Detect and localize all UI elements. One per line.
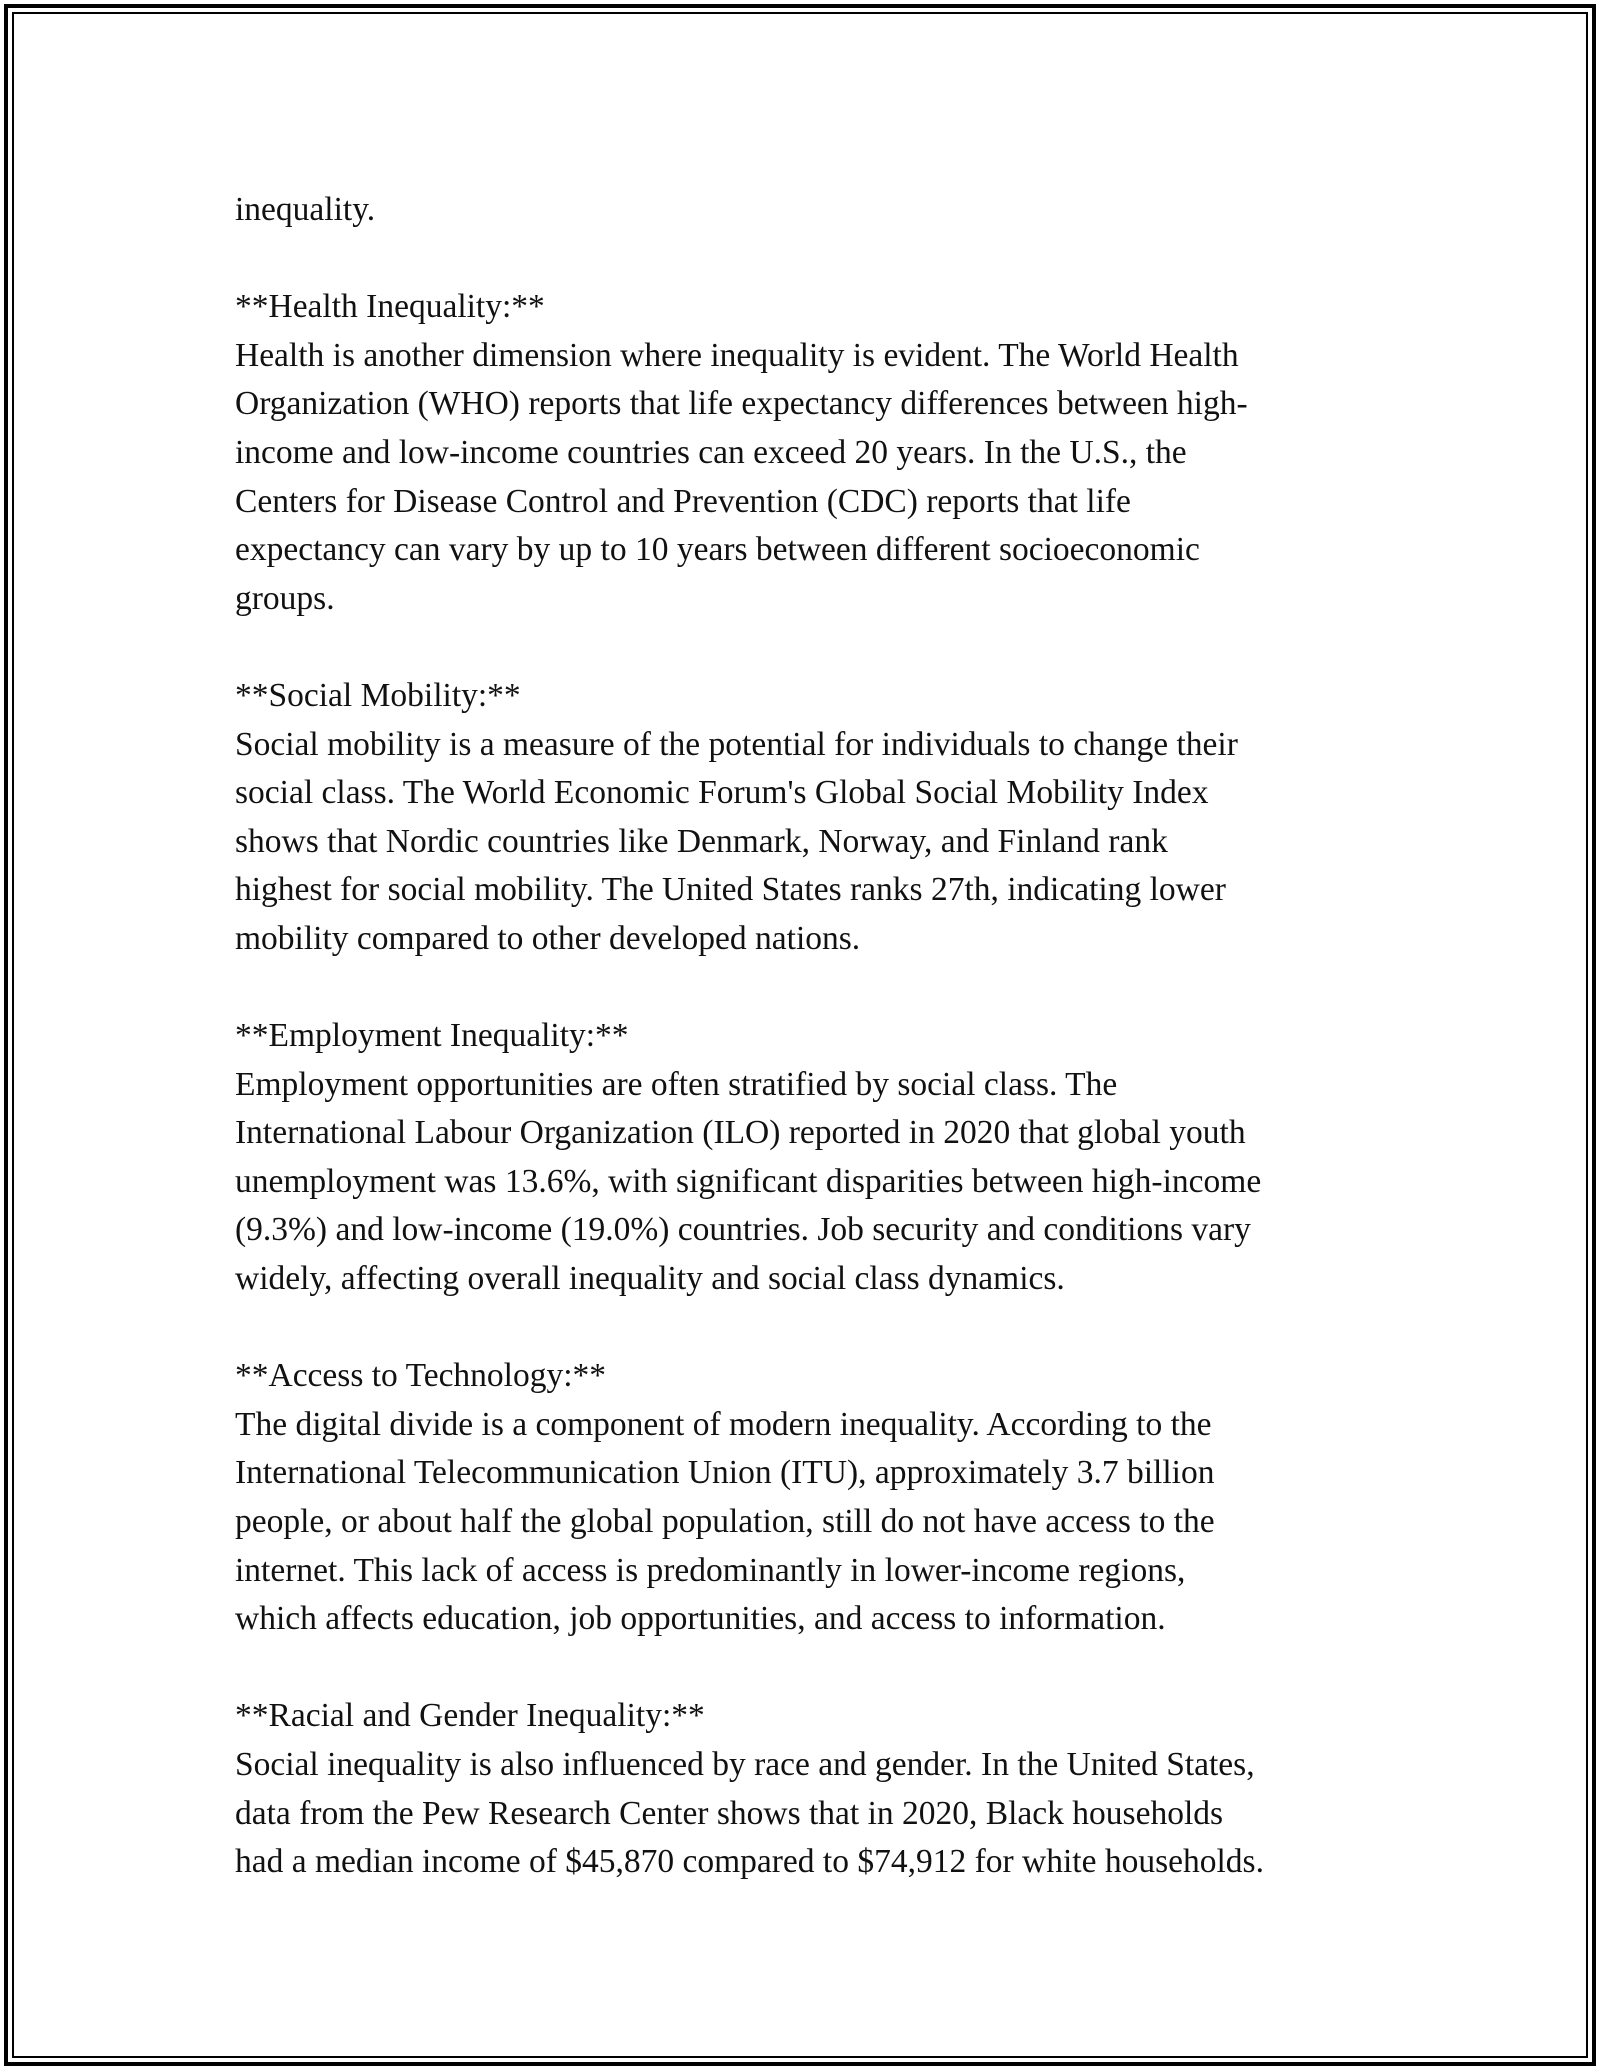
paragraph-line: social class. The World Economic Forum's Global Social Mobility Index (235, 774, 1209, 812)
paragraph-gap (235, 964, 1415, 1013)
paragraph-line: data from the Pew Research Center shows that in 2020, Black households (235, 1794, 1224, 1832)
section-heading: **Health Inequality:** (235, 288, 545, 326)
section-racial-gender-inequality (235, 1692, 1415, 1886)
paragraph-line: widely, affecting overall inequality and social class dynamics. (235, 1260, 1065, 1298)
section-employment-inequality (235, 1012, 1415, 1304)
paragraph-line: The digital divide is a component of modern inequality. According to the (235, 1405, 1212, 1443)
paragraph-line: which affects education, job opportunities, and access to information. (235, 1600, 1166, 1638)
paragraph-gap (235, 1304, 1415, 1353)
section-access-to-technology (235, 1352, 1415, 1644)
paragraph-line: Social mobility is a measure of the potential for individuals to change their (235, 725, 1238, 763)
paragraph-line: highest for social mobility. The United States ranks 27th, indicating lower (235, 871, 1226, 909)
paragraph-line: International Labour Organization (ILO) reported in 2020 that global youth (235, 1114, 1246, 1152)
paragraph-gap (235, 623, 1415, 672)
paragraph-line: Centers for Disease Control and Prevention (CDC) reports that life (235, 482, 1131, 520)
paragraph-line: income and low-income countries can exceed 20 years. In the U.S., the (235, 433, 1187, 471)
section-heading: **Social Mobility:** (235, 676, 521, 714)
paragraph-line: International Telecommunication Union (ITU), approximately 3.7 billion (235, 1454, 1215, 1492)
paragraph-line: internet. This lack of access is predominantly in lower-income regions, (235, 1551, 1186, 1589)
paragraph-line: had a median income of $45,870 compared to $74,912 for white households. (235, 1843, 1264, 1881)
paragraph-gap (235, 1644, 1415, 1693)
paragraph-line: groups. (235, 579, 335, 617)
section-heading: **Racial and Gender Inequality:** (235, 1697, 705, 1735)
section-heading: **Employment Inequality:** (235, 1017, 629, 1055)
section-heading: **Access to Technology:** (235, 1357, 607, 1395)
paragraph-line: shows that Nordic countries like Denmark, Norway, and Finland rank (235, 822, 1168, 860)
paragraph-gap (235, 235, 1415, 284)
section-social-mobility (235, 672, 1415, 964)
paragraph-line: (9.3%) and low-income (19.0%) countries. Job security and conditions vary (235, 1211, 1251, 1249)
paragraph-line: expectancy can vary by up to 10 years between different socioeconomic (235, 531, 1200, 569)
paragraph-line: Organization (WHO) reports that life expectancy differences between high- (235, 385, 1248, 423)
paragraph-line: Social inequality is also influenced by race and gender. In the United States, (235, 1746, 1255, 1783)
paragraph-line: Health is another dimension where inequality is evident. The World Health (235, 336, 1239, 374)
paragraph-line: unemployment was 13.6%, with significant disparities between high-income (235, 1162, 1262, 1200)
paragraph-line: mobility compared to other developed nations. (235, 919, 861, 957)
intro-line: inequality. (235, 191, 376, 228)
paragraph-line: people, or about half the global population, still do not have access to the (235, 1503, 1215, 1541)
document-body (235, 186, 1415, 1887)
paragraph-line: Employment opportunities are often stratified by social class. The (235, 1065, 1118, 1103)
section-health-inequality (235, 283, 1415, 623)
